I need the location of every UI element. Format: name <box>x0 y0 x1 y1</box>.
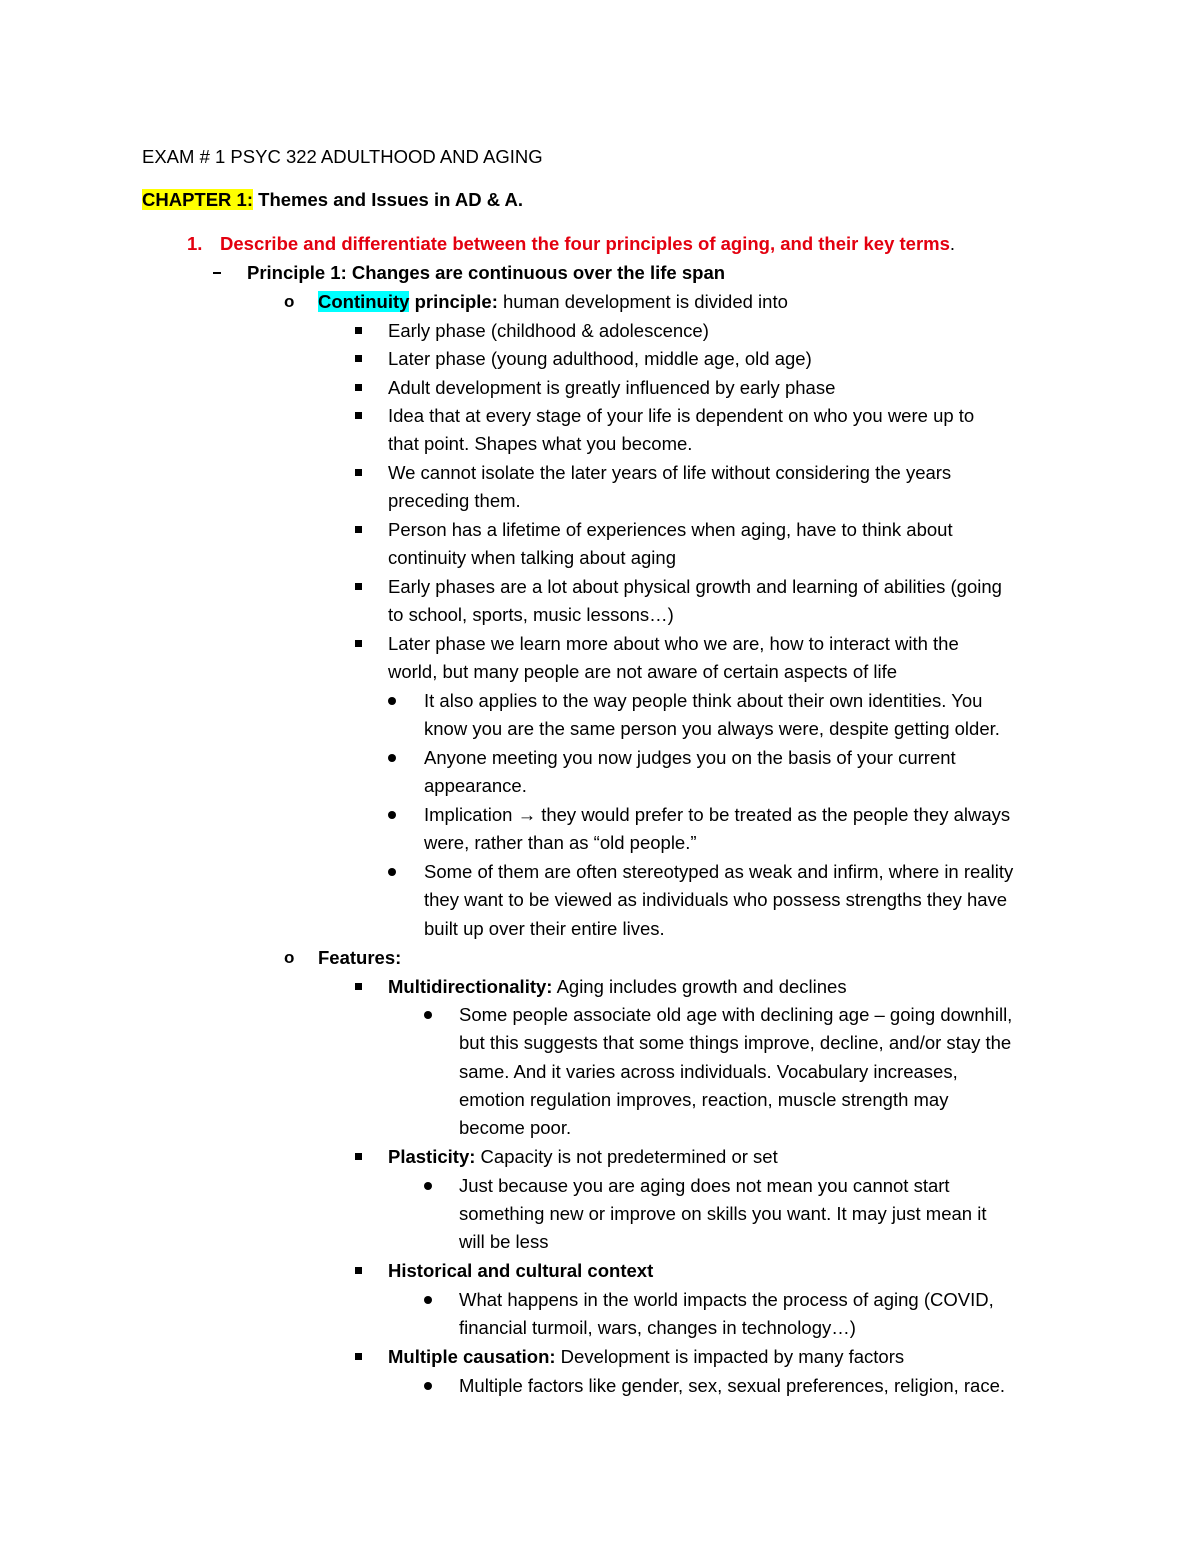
square-bullet <box>355 640 362 647</box>
plasticity-desc: Capacity is not predetermined or set <box>475 1146 778 1167</box>
question-body: Describe and differentiate between the four principles of aging, and their key terms <box>220 233 950 254</box>
list-item: Adult development is greatly influenced by early phase <box>388 377 836 398</box>
list-item: Early phase (childhood & adolescence) <box>388 320 709 341</box>
list-item: We cannot isolate the later years of life without considering the years <box>388 462 952 483</box>
square-bullet <box>355 526 362 533</box>
round-bullet <box>388 811 396 819</box>
list-item: Idea that at every stage of your life is dependent on who you were up to <box>388 405 975 426</box>
round-bullet <box>424 1182 432 1190</box>
multidirectionality-item <box>388 975 847 999</box>
list-item-continued: to school, sports, music lessons…) <box>388 604 674 625</box>
dash-bullet <box>213 272 221 274</box>
square-bullet <box>355 412 362 419</box>
plasticity-item <box>388 1145 778 1169</box>
multiple-causation-desc: Development is impacted by many factors <box>555 1346 905 1367</box>
list-item-continued: preceding them. <box>388 490 521 511</box>
features-heading: Features: <box>318 947 402 968</box>
square-bullet <box>355 384 362 391</box>
multiple-causation-term: Multiple causation: <box>388 1346 556 1367</box>
list-item: Later phase (young adulthood, middle age, old age) <box>388 348 812 369</box>
sub-list-item: Multiple factors like gender, sex, sexual preferences, religion, race. <box>459 1375 1006 1396</box>
round-bullet <box>388 754 396 762</box>
list-item-continued: world, but many people are not aware of certain aspects of life <box>388 661 898 682</box>
document-title: EXAM # 1 PSYC 322 ADULTHOOD AND AGING <box>142 146 543 167</box>
square-bullet <box>355 469 362 476</box>
sub-list-item-continued: emotion regulation improves, reaction, muscle strength may <box>459 1089 949 1110</box>
question-tail: . <box>949 233 956 254</box>
continuity-principle <box>318 290 788 314</box>
square-bullet <box>355 1267 362 1274</box>
plasticity-term: Plasticity: <box>388 1146 476 1167</box>
multidirectionality-term: Multidirectionality: <box>388 976 553 997</box>
continuity-label: principle: <box>409 291 498 312</box>
chapter-heading <box>142 188 523 212</box>
list-item: Later phase we learn more about who we are, how to interact with the <box>388 633 959 654</box>
round-bullet <box>424 1382 432 1390</box>
square-bullet <box>355 1353 362 1360</box>
historical-heading: Historical and cultural context <box>388 1260 654 1281</box>
multiple-causation-item <box>388 1345 904 1369</box>
sub-list-item-continued: were, rather than as “old people.” <box>424 832 697 853</box>
principle-1-heading: Principle 1: Changes are continuous over the life span <box>247 262 726 283</box>
sub-list-item-continued: know you are the same person you always were, despite getting older. <box>424 718 1000 739</box>
continuity-term: Continuity <box>318 291 410 312</box>
square-bullet <box>355 355 362 362</box>
continuity-desc: human development is divided into <box>497 291 788 312</box>
sub-list-item: Implication → they would prefer to be treated as the people they always <box>424 804 1011 825</box>
list-item-continued: that point. Shapes what you become. <box>388 433 693 454</box>
chapter-title: Themes and Issues in AD & A. <box>253 189 524 210</box>
sub-list-item-continued: become poor. <box>459 1117 572 1138</box>
sub-list-item-continued: financial turmoil, wars, changes in technology…) <box>459 1317 856 1338</box>
sub-list-item-continued: but this suggests that some things improve, decline, and/or stay the <box>459 1032 1012 1053</box>
multidirectionality-desc: Aging includes growth and declines <box>552 976 847 997</box>
sub-list-item-continued: something new or improve on skills you want. It may just mean it <box>459 1203 987 1224</box>
round-bullet <box>388 697 396 705</box>
sub-list-item: Some people associate old age with declining age – going downhill, <box>459 1004 1013 1025</box>
sub-list-item: It also applies to the way people think about their own identities. You <box>424 690 983 711</box>
square-bullet <box>355 583 362 590</box>
sub-list-item-continued: built up over their entire lives. <box>424 918 665 939</box>
sub-list-item-continued: will be less <box>459 1231 549 1252</box>
chapter-label: CHAPTER 1: <box>142 189 254 210</box>
round-bullet <box>388 868 396 876</box>
round-bullet <box>424 1296 432 1304</box>
sub-list-item-continued: same. And it varies across individuals. Vocabulary increases, <box>459 1061 958 1082</box>
o-bullet: o <box>284 948 295 967</box>
sub-list-item-continued: appearance. <box>424 775 527 796</box>
square-bullet <box>355 983 362 990</box>
sub-list-item: Anyone meeting you now judges you on the basis of your current <box>424 747 956 768</box>
question-number: 1. <box>187 233 203 254</box>
square-bullet <box>355 327 362 334</box>
question-text <box>220 232 955 256</box>
o-bullet: o <box>284 292 295 311</box>
list-item: Early phases are a lot about physical growth and learning of abilities (going <box>388 576 1002 597</box>
square-bullet <box>355 1153 362 1160</box>
round-bullet <box>424 1011 432 1019</box>
sub-list-item: Just because you are aging does not mean you cannot start <box>459 1175 950 1196</box>
list-item-continued: continuity when talking about aging <box>388 547 676 568</box>
list-item: Person has a lifetime of experiences when aging, have to think about <box>388 519 953 540</box>
sub-list-item: Some of them are often stereotyped as weak and infirm, where in reality <box>424 861 1014 882</box>
sub-list-item-continued: they want to be viewed as individuals who possess strengths they have <box>424 889 1008 910</box>
sub-list-item: What happens in the world impacts the process of aging (COVID, <box>459 1289 994 1310</box>
